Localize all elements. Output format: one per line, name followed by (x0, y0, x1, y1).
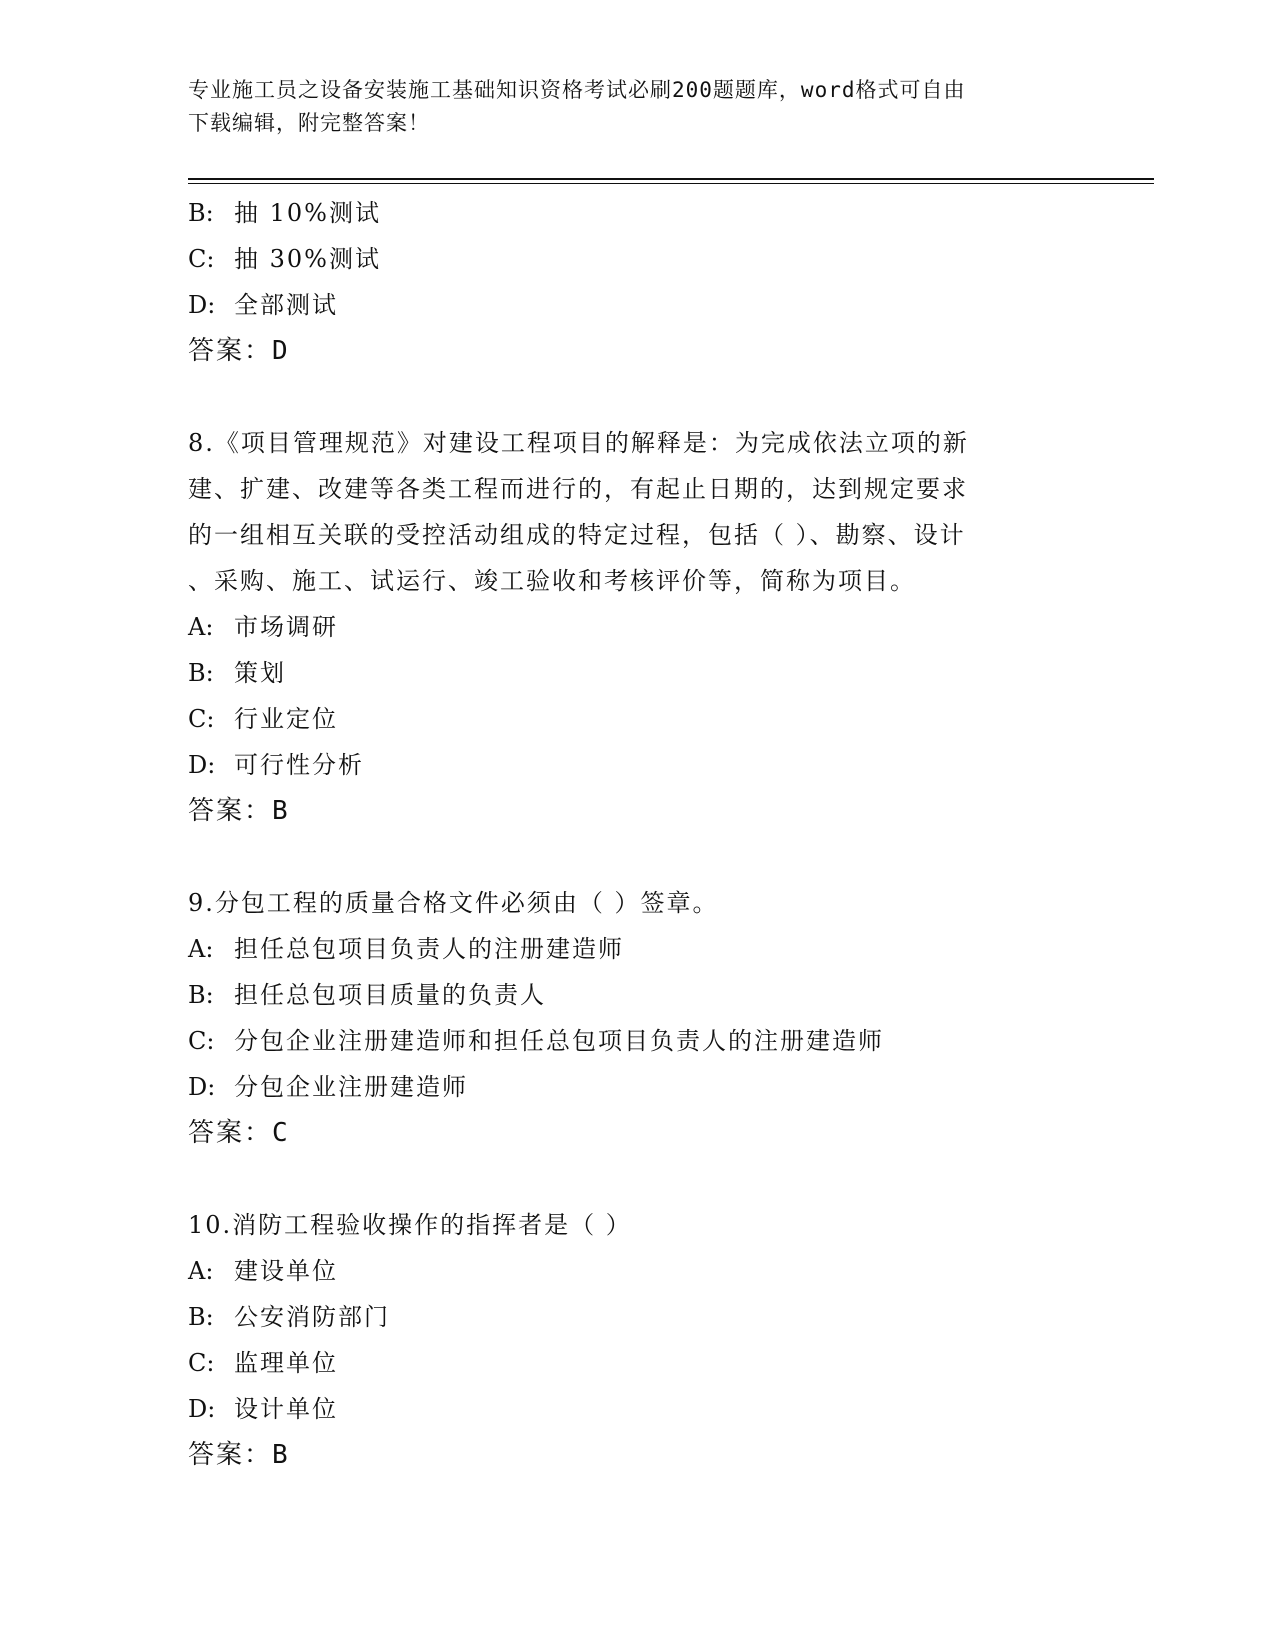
option-text: 设计单位 (234, 1395, 338, 1423)
question-text-line: 、采购、施工、试运行、竣工验收和考核评价等，简称为项目。 (188, 567, 916, 595)
option-a (188, 604, 1088, 650)
option-d (188, 1386, 1088, 1432)
question-8-block (188, 420, 1088, 834)
option-text: 建设单位 (234, 1257, 338, 1285)
option-letter: C: (188, 245, 215, 273)
option-b (188, 650, 1088, 696)
option-letter: D: (188, 751, 216, 779)
header-divider-thin (188, 183, 1154, 184)
option-b (188, 190, 1088, 236)
answer-value: C (272, 1118, 288, 1148)
answer-label: 答案： (188, 1118, 273, 1148)
option-letter: B: (188, 659, 214, 687)
option-text: 策划 (234, 659, 286, 687)
answer-line (188, 788, 1088, 834)
option-d (188, 1064, 1088, 1110)
answer-line (188, 328, 1088, 374)
option-letter: B: (188, 1303, 214, 1331)
option-d (188, 742, 1088, 788)
option-c (188, 236, 1088, 282)
spacer (188, 1156, 1088, 1202)
header-divider-thick (188, 178, 1154, 180)
question-7-block (188, 190, 1088, 374)
option-text: 抽 30%测试 (234, 245, 381, 273)
option-letter: C: (188, 1027, 215, 1055)
option-c (188, 1018, 1088, 1064)
answer-line (188, 1110, 1088, 1156)
option-letter: A: (188, 613, 214, 641)
answer-label: 答案： (188, 796, 273, 826)
option-text: 行业定位 (234, 705, 338, 733)
answer-value: B (272, 796, 288, 826)
option-text: 抽 10%测试 (234, 199, 381, 227)
document-body (188, 190, 1088, 1478)
option-letter: A: (188, 935, 214, 963)
question-text-line: 8.《项目管理规范》对建设工程项目的解释是：为完成依法立项的新 (188, 429, 969, 457)
option-text: 监理单位 (234, 1349, 338, 1377)
question-text-line: 9.分包工程的质量合格文件必须由（ ）签章。 (188, 889, 719, 917)
option-text: 担任总包项目负责人的注册建造师 (234, 935, 624, 963)
option-letter: D: (188, 1073, 216, 1101)
option-text: 担任总包项目质量的负责人 (234, 981, 546, 1009)
question-9-block (188, 880, 1088, 1156)
option-text: 分包企业注册建造师和担任总包项目负责人的注册建造师 (234, 1027, 884, 1055)
option-letter: A: (188, 1257, 214, 1285)
option-text: 公安消防部门 (234, 1303, 390, 1331)
option-letter: C: (188, 705, 215, 733)
option-text: 分包企业注册建造师 (234, 1073, 468, 1101)
answer-value: B (272, 1440, 288, 1470)
spacer (188, 834, 1088, 880)
answer-label: 答案： (188, 336, 273, 366)
option-c (188, 1340, 1088, 1386)
answer-label: 答案： (188, 1440, 273, 1470)
option-text: 可行性分析 (234, 751, 364, 779)
option-text: 全部测试 (234, 291, 338, 319)
answer-value: D (272, 336, 288, 366)
option-letter: D: (188, 1395, 216, 1423)
option-b (188, 1294, 1088, 1340)
option-a (188, 926, 1088, 972)
option-c (188, 696, 1088, 742)
option-letter: C: (188, 1349, 215, 1377)
option-b (188, 972, 1088, 1018)
question-text-line: 建、扩建、改建等各类工程而进行的，有起止日期的，达到规定要求 (188, 475, 968, 503)
header-title-line-2: 下载编辑，附完整答案！ (188, 111, 430, 135)
header-title-line-1: 专业施工员之设备安装施工基础知识资格考试必刷200题题库，word格式可自由 (188, 78, 966, 102)
document-header (188, 74, 1068, 140)
question-10-block (188, 1202, 1088, 1478)
option-text: 市场调研 (234, 613, 338, 641)
option-letter: B: (188, 981, 214, 1009)
question-text-line: 10.消防工程验收操作的指挥者是（ ） (188, 1211, 632, 1239)
answer-line (188, 1432, 1088, 1478)
option-a (188, 1248, 1088, 1294)
option-letter: B: (188, 199, 214, 227)
question-text-line: 的一组相互关联的受控活动组成的特定过程，包括（ ）、勘察、设计 (188, 521, 966, 549)
option-d (188, 282, 1088, 328)
spacer (188, 374, 1088, 420)
option-letter: D: (188, 291, 216, 319)
